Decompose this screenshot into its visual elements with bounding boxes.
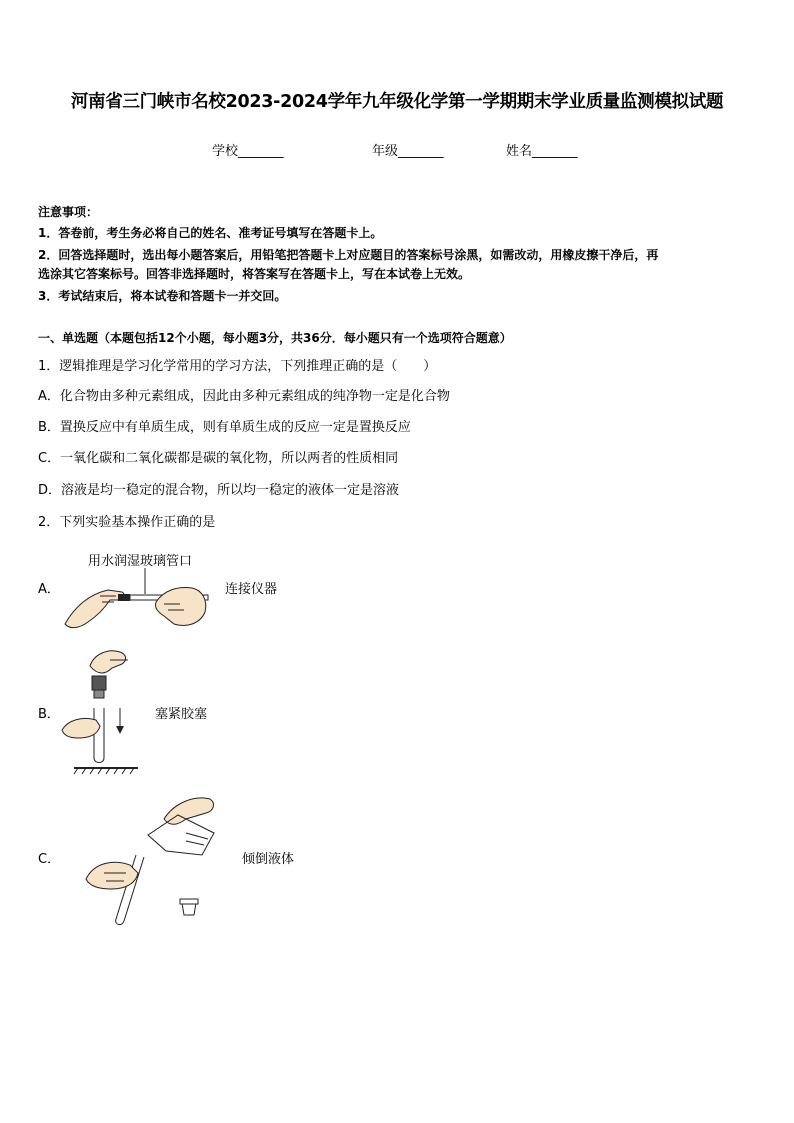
option-a-top-label: 用水润湿玻璃管口 [88, 554, 193, 569]
notice-item: 选涂其它答案标号。回答非选择题时，将答案写在答题卡上，写在本试卷上无效。 [38, 267, 471, 281]
stopper-illustration [60, 646, 150, 776]
question-1-option-a: A．化合物由多种元素组成，因此由多种元素组成的纯净物一定是化合物 [38, 389, 450, 404]
option-c-caption: 倾倒液体 [242, 852, 295, 867]
option-b-caption: 塞紧胶塞 [155, 707, 208, 722]
question-2-option-c-letter: C． [38, 852, 61, 867]
notice-item: 3．考试结束后，将本试卷和答题卡一并交回。 [38, 289, 287, 303]
connect-instrument-illustration [60, 566, 220, 632]
question-1-stem: 1．逻辑推理是学习化学常用的学习方法，下列推理正确的是（ ） [38, 359, 437, 374]
question-1-option-b: B．置换反应中有单质生成，则有单质生成的反应一定是置换反应 [38, 420, 411, 435]
question-1-option-d: D．溶液是均一稳定的混合物，所以均一稳定的液体一定是溶液 [38, 483, 400, 498]
pour-liquid-illustration [82, 793, 232, 925]
name-field: 姓名_______ [506, 144, 578, 159]
option-a-caption: 连接仪器 [225, 582, 278, 597]
question-2-option-a-letter: A． [38, 582, 60, 597]
section-heading: 一、单选题（本题包括12个小题，每小题3分，共36分．每小题只有一个选项符合题意） [38, 331, 512, 345]
question-1-option-c: C．一氧化碳和二氧化碳都是碳的氧化物，所以两者的性质相同 [38, 451, 399, 466]
question-2-option-b-letter: B． [38, 707, 60, 722]
grade-field: 年级_______ [372, 144, 444, 159]
page-title: 河南省三门峡市名校2023-2024学年九年级化学第一学期期末学业质量监测模拟试题 [70, 92, 724, 112]
school-field: 学校_______ [212, 144, 284, 159]
notice-heading: 注意事项： [38, 205, 99, 219]
notice-item: 2．回答选择题时，选出每小题答案后，用铅笔把答题卡上对应题目的答案标号涂黑，如需改动，用橡皮擦干净后，再 [38, 248, 659, 262]
notice-item: 1．答卷前，考生务必将自己的姓名、准考证号填写在答题卡上。 [38, 226, 383, 240]
question-2-stem: 2．下列实验基本操作正确的是 [38, 515, 216, 530]
